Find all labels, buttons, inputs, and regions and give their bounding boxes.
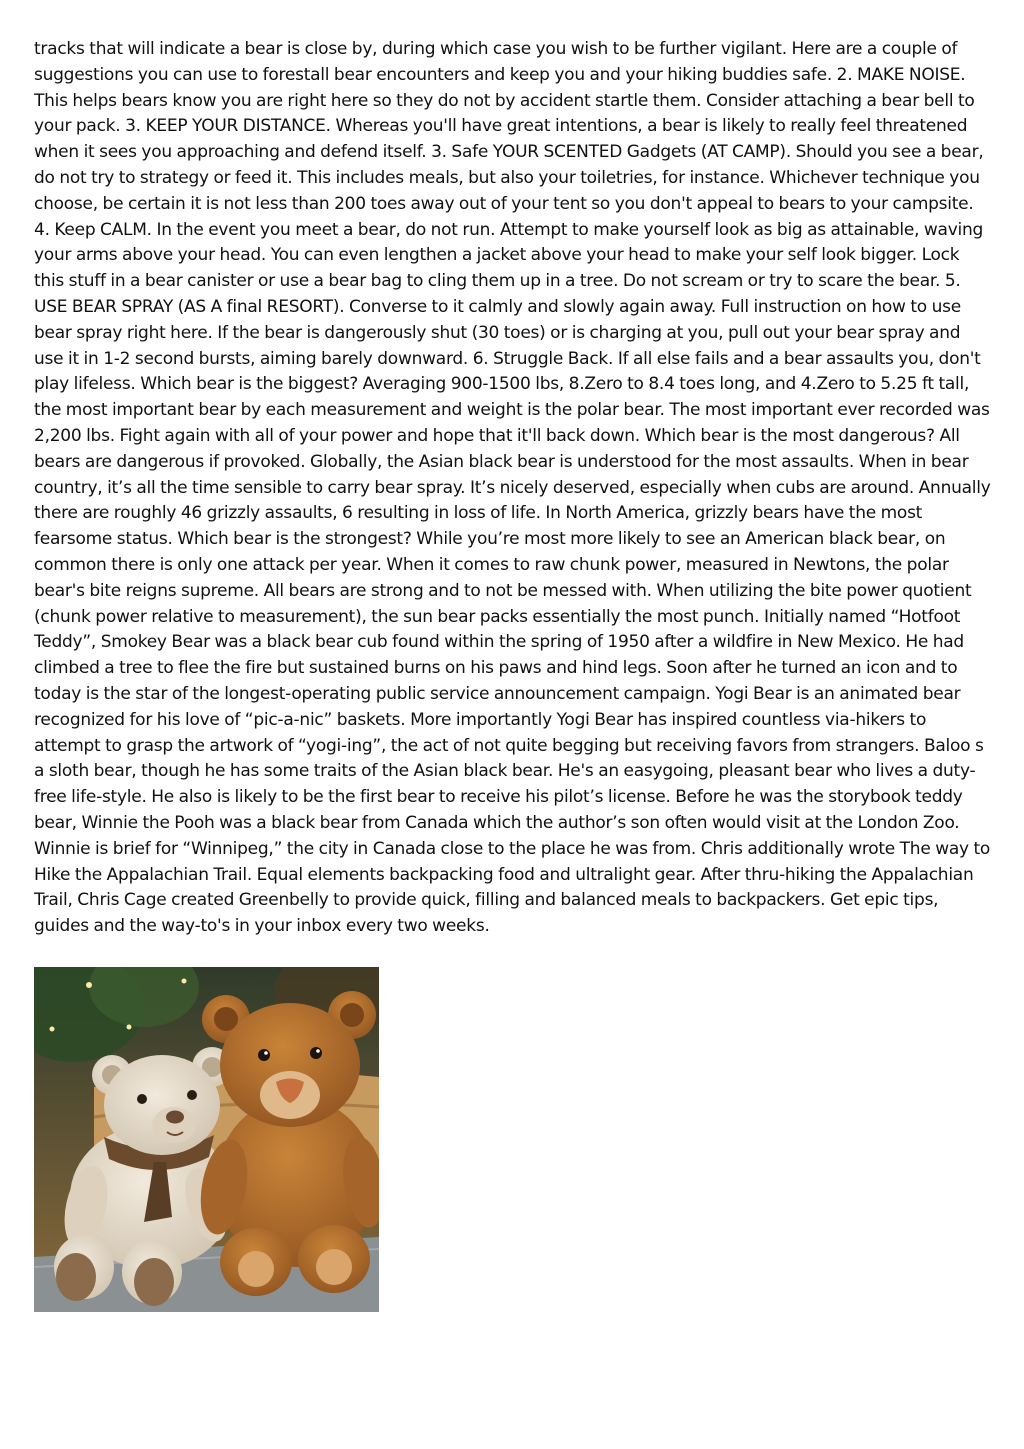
light-dot — [127, 1025, 132, 1030]
brown-bear-paw-pad-left — [238, 1251, 274, 1287]
light-dot — [182, 979, 187, 984]
brown-bear-ear-inner — [340, 1003, 364, 1027]
article-body-text: tracks that will indicate a bear is close by, during which case you wish to be further vigilant. Here are a couple of suggestions you can use to forestall bear encounters and keep you and your hiking buddies safe. 2. MAKE NOISE. This helps bears know you are right here so they do not by accident startle them. Consider attaching a bear bell to your pack. 3. KEEP YOUR DISTANCE. Whereas you'll have great intentions, a bear is likely to really feel threatened when it sees you approaching and defend itself. 3. Safe YOUR SCENTED Gadgets (AT CAMP). Should you see a bear, do not try to strategy or feed it. This includes meals, but also your toiletries, for instance. Whichever technique you choose, be certain it is not less than 200 toes away out of your tent so you don't appeal to bears to your campsite. 4. Keep CALM. In the event you meet a bear, do not run. Attempt to make yourself look as big as attainable, waving your arms above your head. You can even lengthen a jacket above your head to make your self look bigger. Lock this stuff in a bear canister or use a bear bag to cling them up in a tree. Do not scream or try to scare the bear. 5. USE BEAR SPRAY (AS A final RESORT). Converse to it calmly and slowly again away. Full instruction on how to use bear spray right here. If the bear is dangerously shut (30 toes) or is charging at you, pull out your bear spray and use it in 1-2 second bursts, aiming barely downward. 6. Struggle Back. If all else fails and a bear assaults you, don't play lifeless. Which bear is the biggest? Averaging 900-1500 lbs, 8.Zero to 8.4 toes long, and 4.Zero to 5.25 ft tall, the most important bear by each measurement and weight is the polar bear. The most important ever recorded was 2,200 lbs. Fight again with all of your power and hope that it'll back down. Which bear is the most dangerous? All bears are dangerous if provoked. Globally, the Asian black bear is understood for the most assaults. When in bear country, it’s all the time sensible to carry bear spray. It’s nicely deserved, especially when cubs are around. Annually there are roughly 46 grizzly assaults, 6 resulting in loss of life. In North America, grizzly bears have the most fearsome status. Which bear is the strongest? While you’re most more likely to see an American black bear, on common there is only one attack per year. When it comes to raw chunk power, measured in Newtons, the polar bear's bite reigns supreme. All bears are strong and to not be messed with. When utilizing the bite power quotient (chunk power relative to measurement), the sun bear packs essentially the most punch. Initially named “Hotfoot Teddy”, Smokey Bear was a black bear cub found within the spring of 1950 after a wildfire in New Mexico. He had climbed a tree to flee the fire but sustained burns on his paws and hind legs. Soon after he turned an icon and to today is the star of the longest-operating public service announcement campaign. Yogi Bear is an animated bear recognized for his love of “pic-a-nic” baskets. More importantly Yogi Bear has inspired countless via-hikers to attempt to grasp the artwork of “yogi-ing”, the act of not quite begging but receiving favors from strangers. Baloo s a sloth bear, though he has some traits of the Asian black bear. He's an easygoing, pleasant bear who lives a duty-free life-style. He also is likely to be the first bear to receive his pilot’s license. Before he was the storybook teddy bear, Winnie the Pooh was a black bear from Canada which the author’s son often would visit at the London Zoo. Winnie is brief for “Winnipeg,” the city in Canada close to the place he was from. Chris additionally wrote The way to Hike the Appalachian Trail. Equal elements backpacking food and ultralight gear. After thru-hiking the Appalachian Trail, Chris Cage created Greenbelly to provide quick, filling and balanced meals to backpackers. Get epic tips, guides and the way-to's in your inbox every two weeks. — [34, 39, 991, 937]
light-dot — [50, 1027, 55, 1032]
light-dot — [86, 982, 92, 988]
cream-bear-paw-pad-left — [56, 1253, 96, 1301]
brown-bear-eye-right — [310, 1047, 322, 1059]
brown-bear-paw-pad-right — [316, 1249, 352, 1285]
eye-highlight — [316, 1049, 320, 1053]
cream-bear-eye-right — [187, 1090, 197, 1100]
cream-bear-eye-left — [137, 1094, 147, 1104]
cream-bear-nose — [166, 1111, 184, 1124]
eye-highlight — [264, 1051, 268, 1055]
teddy-bears-photo — [34, 967, 379, 1312]
cream-bear-paw-pad-right — [134, 1258, 174, 1306]
teddy-bears-illustration — [34, 967, 379, 1312]
brown-bear-eye-left — [258, 1049, 270, 1061]
